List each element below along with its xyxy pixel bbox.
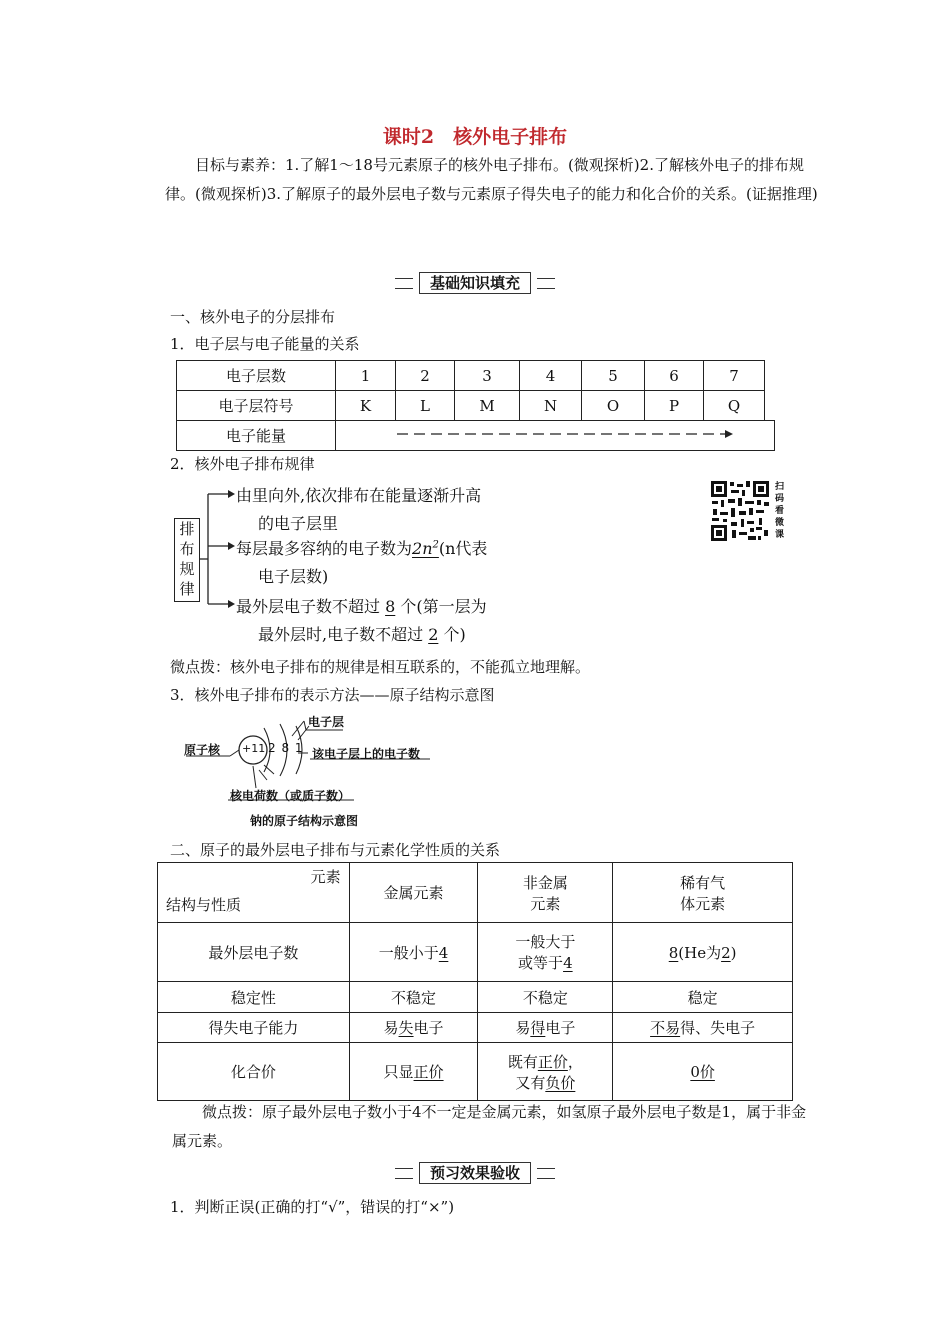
table-cell: 不稳定 [349,982,478,1013]
header-cell: 稀有气 体元素 [613,863,793,923]
table-cell: 6 [645,361,704,391]
table-cell: 易失电子 [349,1013,478,1043]
row-label: 稳定性 [158,982,350,1013]
tip-2: 微点拨：原子最外层电子数小于4不一定是金属元素，如氢原子最外层电子数是1，属于非金属元素。 [172,1103,807,1150]
shell-label: 电子层 [308,715,345,729]
section-banner-basics [0,273,950,293]
table-cell: 只显正价 [349,1043,478,1101]
table-cell: 4 [520,361,582,391]
qr-code-icon [710,480,770,542]
diagram-caption: 钠的原子结构示意图 [250,814,359,828]
table-row [177,421,775,451]
table-cell: 3 [455,361,520,391]
table-header-row [158,863,793,923]
qr-caption: 扫 码 看 微 课 [775,482,785,540]
table-row [158,982,793,1013]
bracket-arrows-icon [172,478,242,648]
table-cell: 一般小于4 [349,923,478,982]
table-cell: 一般大于 或等于4 [478,923,613,982]
shell-electron-numbers: 2 8 1 [268,741,304,755]
question-1: 1．判断正误(正确的打“√”，错误的打“×”) [170,1198,455,1216]
header-cell: 金属元素 [349,863,478,923]
row-label: 电子层符号 [177,391,336,421]
table-cell: 0价 [613,1043,793,1101]
table-cell: 易得电子 [478,1013,613,1043]
subheading-3: 3．核外电子排布的表示方法——原子结构示意图 [170,686,495,704]
row-label: 化合价 [158,1043,350,1101]
table-cell: 5 [582,361,645,391]
table-cell: 稳定 [613,982,793,1013]
rule-3-line-a: 最外层电子数不超过 8 个(第一层为 [236,597,487,616]
rule-2-line-b: 电子层数) [258,567,329,586]
header-cell: 非金属 元素 [478,863,613,923]
arrangement-rules-diagram [172,478,692,648]
subheading-1: 1．电子层与电子能量的关系 [170,335,360,353]
table-row [158,1013,793,1043]
table-row [158,1043,793,1101]
table-cell: O [582,391,645,421]
corner-top: 元素 [310,868,341,886]
page-title: 课时2 核外电子排布 [382,126,568,148]
table-cell: 7 [704,361,765,391]
rule-2-line-a: 每层最多容纳的电子数为$2n^2(n$代表 [236,539,488,558]
outer-electron-table [157,862,793,1101]
energy-arrow-cell [336,421,775,451]
rule-3-line-b: 最外层时,电子数不超过 2 个) [258,625,466,644]
section-banner-preview [0,1163,950,1183]
table-cell: 不易得、失电子 [613,1013,793,1043]
table-cell: N [520,391,582,421]
table-cell: 8(He为2) [613,923,793,982]
row-label: 电子层数 [177,361,336,391]
table-row [177,391,775,421]
table-cell: L [396,391,455,421]
table-cell: 不稳定 [478,982,613,1013]
table-cell: M [455,391,520,421]
rules-box: 排 布 规 律 [174,518,200,602]
table-row [177,361,775,391]
table-cell: Q [704,391,765,421]
charge-label: 核电荷数（或质子数） [230,789,351,803]
corner-bottom: 结构与性质 [166,896,242,914]
learning-goals: 目标与素养：1.了解1～18号元素原子的核外电子排布。(微观探析)2.了解核外电子的排布规律。(微观探析)3.了解原子的最外层电子数与元素原子得失电子的能力和化合价的关系。(证据推理) [165,156,818,203]
qr-code[interactable] [710,480,770,542]
row-label: 得失电子能力 [158,1013,350,1043]
shell-energy-table [176,360,775,451]
nucleus-charge: +11 [242,742,266,755]
table-cell: P [645,391,704,421]
energy-arrow-icon [345,427,765,441]
rule-1-line-b: 的电子层里 [258,514,339,533]
electrons-label: 该电子层上的电子数 [312,747,421,761]
table-row [158,923,793,982]
section-heading-2: 二、原子的最外层电子排布与元素化学性质的关系 [170,841,501,859]
sodium-atom-diagram [180,708,480,833]
subheading-2: 2．核外电子排布规律 [170,455,315,473]
table-cell: 既有正价， 又有负价 [478,1043,613,1101]
banner-label: 基础知识填充 [419,272,531,294]
row-label: 最外层电子数 [158,923,350,982]
table-cell: 2 [396,361,455,391]
corner-cell [158,863,350,923]
table-cell: 1 [336,361,396,391]
banner-label: 预习效果验收 [419,1162,531,1184]
row-label: 电子能量 [177,421,336,451]
nucleus-label: 原子核 [184,743,221,757]
rule-1-line-a: 由里向外,依次排布在能量逐渐升高 [236,486,482,505]
tip-1: 微点拨：核外电子排布的规律是相互联系的，不能孤立地理解。 [170,658,591,676]
section-heading-1: 一、核外电子的分层排布 [170,308,336,326]
table-cell: K [336,391,396,421]
